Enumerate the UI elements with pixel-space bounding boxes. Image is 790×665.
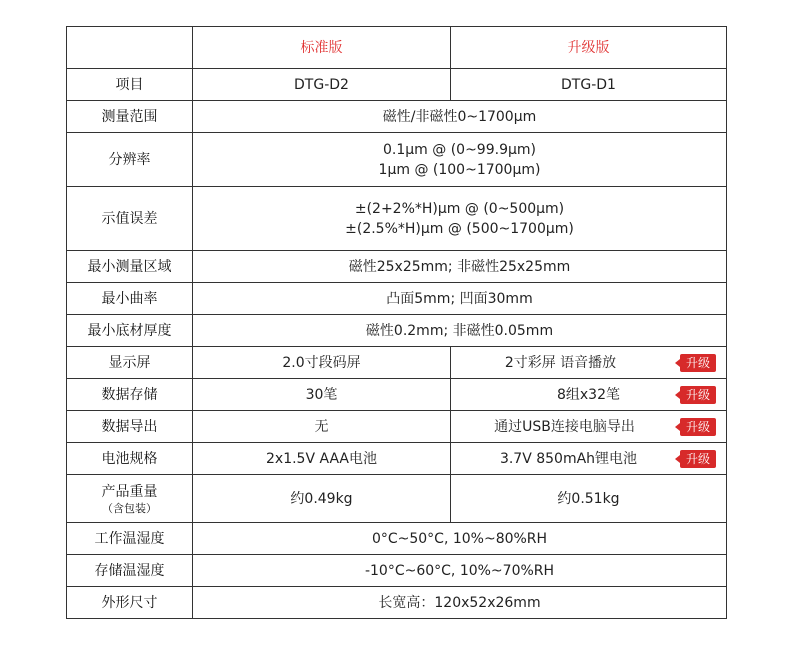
row-error-line1: ±(2+2%*H)μm @ (0~500μm) bbox=[354, 200, 565, 217]
row-range-label: 测量范围 bbox=[67, 101, 193, 133]
row-error-line2: ±(2.5%*H)μm @ (500~1700μm) bbox=[345, 220, 574, 237]
row-battery bbox=[67, 443, 727, 475]
header-row bbox=[67, 27, 727, 69]
row-min-thick-label: 最小底材厚度 bbox=[67, 315, 193, 347]
row-error-label: 示值误差 bbox=[67, 187, 193, 251]
row-min-curve bbox=[67, 283, 727, 315]
row-weight-standard: 约0.49kg bbox=[193, 475, 451, 523]
header-empty-cell bbox=[67, 27, 193, 69]
row-display-upgrade-text: 2寸彩屏 语音播放 bbox=[504, 354, 617, 371]
row-weight bbox=[67, 475, 727, 523]
row-model-label: 项目 bbox=[67, 69, 193, 101]
row-store-env bbox=[67, 555, 727, 587]
header-upgrade bbox=[451, 27, 727, 69]
header-standard-label: 标准版 bbox=[300, 39, 343, 56]
row-resolution-value bbox=[193, 133, 727, 187]
row-export-upgrade bbox=[451, 411, 727, 443]
row-weight-upgrade: 约0.51kg bbox=[451, 475, 727, 523]
row-dimensions-value: 长宽高：120x52x26mm bbox=[193, 587, 727, 619]
row-min-area-value: 磁性25x25mm; 非磁性25x25mm bbox=[193, 251, 727, 283]
row-error bbox=[67, 187, 727, 251]
row-storage-label: 数据存储 bbox=[67, 379, 193, 411]
row-storage-standard: 30笔 bbox=[193, 379, 451, 411]
upgrade-badge: 升级 bbox=[680, 418, 716, 436]
row-dimensions-label: 外形尺寸 bbox=[67, 587, 193, 619]
row-min-curve-label: 最小曲率 bbox=[67, 283, 193, 315]
row-display-upgrade bbox=[451, 347, 727, 379]
row-range bbox=[67, 101, 727, 133]
row-storage bbox=[67, 379, 727, 411]
row-display-standard: 2.0寸段码屏 bbox=[193, 347, 451, 379]
row-export-label: 数据导出 bbox=[67, 411, 193, 443]
row-resolution-line2: 1μm @ (100~1700μm) bbox=[378, 161, 541, 178]
row-battery-upgrade-text: 3.7V 850mAh锂电池 bbox=[499, 450, 638, 467]
row-dimensions bbox=[67, 587, 727, 619]
row-store-env-value: -10°C~60°C, 10%~70%RH bbox=[193, 555, 727, 587]
row-min-curve-value: 凸面5mm; 凹面30mm bbox=[193, 283, 727, 315]
row-resolution-label: 分辨率 bbox=[67, 133, 193, 187]
row-display-label: 显示屏 bbox=[67, 347, 193, 379]
header-upgrade-label: 升级版 bbox=[567, 39, 610, 56]
row-export-upgrade-text: 通过USB连接电脑导出 bbox=[494, 418, 635, 435]
row-battery-label: 电池规格 bbox=[67, 443, 193, 475]
row-model-standard: DTG-D2 bbox=[193, 69, 451, 101]
header-standard bbox=[193, 27, 451, 69]
row-weight-label-sub: （含包装） bbox=[102, 501, 157, 515]
row-resolution-line1: 0.1μm @ (0~99.9μm) bbox=[383, 141, 536, 158]
row-work-env-label: 工作温湿度 bbox=[67, 523, 193, 555]
row-resolution bbox=[67, 133, 727, 187]
row-min-area bbox=[67, 251, 727, 283]
row-storage-upgrade-text: 8组x32笔 bbox=[556, 386, 620, 403]
upgrade-badge: 升级 bbox=[680, 450, 716, 468]
row-range-value: 磁性/非磁性0~1700μm bbox=[193, 101, 727, 133]
row-weight-label-main: 产品重量 bbox=[101, 483, 158, 500]
row-error-value bbox=[193, 187, 727, 251]
row-model-upgrade: DTG-D1 bbox=[451, 69, 727, 101]
row-export bbox=[67, 411, 727, 443]
upgrade-badge: 升级 bbox=[680, 354, 716, 372]
row-export-standard: 无 bbox=[193, 411, 451, 443]
row-weight-label bbox=[67, 475, 193, 523]
row-min-thick bbox=[67, 315, 727, 347]
row-work-env-value: 0°C~50°C, 10%~80%RH bbox=[193, 523, 727, 555]
upgrade-badge: 升级 bbox=[680, 386, 716, 404]
row-model bbox=[67, 69, 727, 101]
row-storage-upgrade bbox=[451, 379, 727, 411]
row-min-thick-value: 磁性0.2mm; 非磁性0.05mm bbox=[193, 315, 727, 347]
row-min-area-label: 最小测量区域 bbox=[67, 251, 193, 283]
row-work-env bbox=[67, 523, 727, 555]
row-battery-upgrade bbox=[451, 443, 727, 475]
row-battery-standard: 2x1.5V AAA电池 bbox=[193, 443, 451, 475]
spec-comparison-table bbox=[66, 26, 727, 619]
row-store-env-label: 存储温湿度 bbox=[67, 555, 193, 587]
row-display bbox=[67, 347, 727, 379]
